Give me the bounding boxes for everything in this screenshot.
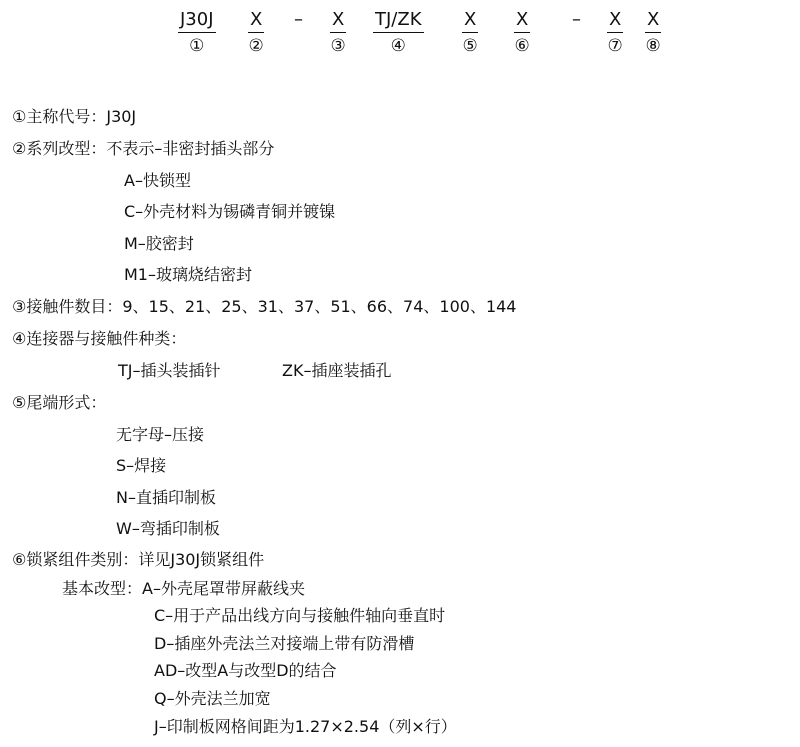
locking-component-line: ⑥锁紧组件类别：详见J30J锁紧组件 bbox=[12, 550, 265, 569]
code-dash: – bbox=[294, 9, 303, 30]
code-index: ① bbox=[189, 36, 205, 56]
termination-solder-line: S–焊接 bbox=[116, 456, 167, 475]
code-part: X bbox=[607, 8, 623, 33]
model-code-header bbox=[0, 8, 800, 70]
variant-m1-line: M1–玻璃烧结密封 bbox=[124, 265, 252, 284]
code-segment-1 bbox=[178, 8, 216, 59]
basic-variant-line: 基本改型：A–外壳尾罩带屏蔽线夹 bbox=[62, 579, 305, 598]
code-segment-7 bbox=[607, 8, 623, 59]
code-part: X bbox=[514, 8, 530, 33]
variant-c-line: C–外壳材料为锡磷青铜并镀镍 bbox=[124, 202, 336, 221]
code-index: ⑧ bbox=[645, 36, 661, 56]
plug-pin-line: TJ–插头装插针 bbox=[118, 361, 221, 380]
code-segment-2 bbox=[248, 8, 264, 59]
code-part: X bbox=[645, 8, 661, 33]
code-index: ⑦ bbox=[607, 36, 623, 56]
code-index: ⑥ bbox=[514, 36, 530, 56]
code-dash: – bbox=[572, 9, 581, 30]
series-variant-line: ②系列改型：不表示–非密封插头部分 bbox=[12, 139, 275, 158]
code-part: J30J bbox=[178, 8, 216, 33]
code-segment-6 bbox=[514, 8, 530, 59]
termination-straight-pcb-line: N–直插印制板 bbox=[116, 488, 216, 507]
code-segment-8 bbox=[645, 8, 661, 59]
termination-type-line: ⑤尾端形式： bbox=[12, 393, 107, 412]
code-part: X bbox=[330, 8, 346, 33]
basic-variant-q-line: Q–外壳法兰加宽 bbox=[154, 689, 271, 708]
code-index: ③ bbox=[330, 36, 346, 56]
termination-right-angle-pcb-line: W–弯插印制板 bbox=[116, 519, 220, 538]
termination-crimp-line: 无字母–压接 bbox=[116, 425, 205, 444]
code-part: X bbox=[462, 8, 478, 33]
code-part: TJ/ZK bbox=[373, 8, 424, 33]
code-segment-4 bbox=[373, 8, 424, 59]
basic-variant-c-line: C–用于产品出线方向与接触件轴向垂直时 bbox=[154, 606, 446, 625]
variant-a-line: A–快锁型 bbox=[124, 171, 191, 190]
code-segment-3 bbox=[330, 8, 346, 59]
code-segment-5 bbox=[462, 8, 478, 59]
variant-m-line: M–胶密封 bbox=[124, 234, 194, 253]
code-index: ⑤ bbox=[462, 36, 478, 56]
connector-type-line: ④连接器与接触件种类： bbox=[12, 329, 187, 348]
basic-variant-d-line: D–插座外壳法兰对接端上带有防滑槽 bbox=[154, 634, 415, 653]
socket-hole-line: ZK–插座装插孔 bbox=[282, 361, 392, 380]
contact-count-line: ③接触件数目：9、15、21、25、31、37、51、66、74、100、144 bbox=[12, 297, 517, 316]
code-index: ② bbox=[248, 36, 264, 56]
code-index: ④ bbox=[390, 36, 406, 56]
basic-variant-j-line: J–印制板网格间距为1.27×2.54（列×行） bbox=[154, 717, 457, 736]
basic-variant-ad-line: AD–改型A与改型D的结合 bbox=[154, 661, 337, 680]
main-designation-line: ①主称代号：J30J bbox=[12, 107, 137, 126]
code-part: X bbox=[248, 8, 264, 33]
